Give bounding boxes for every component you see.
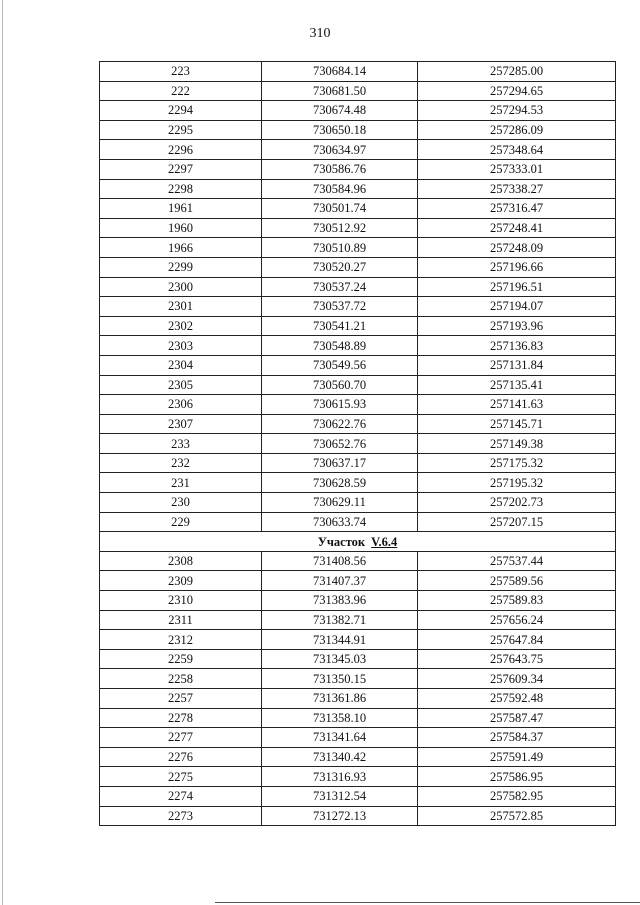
table-row: [100, 649, 616, 669]
y-coordinate-cell: 257338.27: [418, 179, 616, 199]
point-number-cell: 2304: [100, 355, 262, 375]
table-row: [100, 199, 616, 219]
section-header-group: [100, 532, 616, 552]
x-coordinate-cell: 730629.11: [262, 493, 418, 513]
table-row: [100, 316, 616, 336]
point-number-cell: 2308: [100, 551, 262, 571]
y-coordinate-cell: 257196.51: [418, 277, 616, 297]
point-number-cell: 2278: [100, 708, 262, 728]
x-coordinate-cell: 730501.74: [262, 199, 418, 219]
table-row: [100, 101, 616, 121]
x-coordinate-cell: 731341.64: [262, 728, 418, 748]
y-coordinate-cell: 257582.95: [418, 786, 616, 806]
y-coordinate-cell: 257196.66: [418, 257, 616, 277]
table-row: [100, 473, 616, 493]
y-coordinate-cell: 257248.41: [418, 218, 616, 238]
point-number-cell: 2296: [100, 140, 262, 160]
table-row: [100, 786, 616, 806]
table-row: [100, 708, 616, 728]
table-row: [100, 218, 616, 238]
point-number-cell: 2310: [100, 591, 262, 611]
y-coordinate-cell: 257592.48: [418, 689, 616, 709]
coordinates-table: [99, 61, 616, 826]
x-coordinate-cell: 730633.74: [262, 512, 418, 532]
point-number-cell: 229: [100, 512, 262, 532]
x-coordinate-cell: 731344.91: [262, 630, 418, 650]
point-number-cell: 232: [100, 453, 262, 473]
table-row: [100, 179, 616, 199]
x-coordinate-cell: 730628.59: [262, 473, 418, 493]
table-row: [100, 591, 616, 611]
point-number-cell: 2307: [100, 414, 262, 434]
x-coordinate-cell: 730520.27: [262, 257, 418, 277]
table-row: [100, 277, 616, 297]
y-coordinate-cell: 257609.34: [418, 669, 616, 689]
x-coordinate-cell: 730637.17: [262, 453, 418, 473]
y-coordinate-cell: 257572.85: [418, 806, 616, 826]
section-code: V.6.4: [371, 534, 398, 549]
x-coordinate-cell: 731316.93: [262, 767, 418, 787]
table-row: [100, 355, 616, 375]
point-number-cell: 2274: [100, 786, 262, 806]
point-number-cell: 1961: [100, 199, 262, 219]
y-coordinate-cell: 257207.15: [418, 512, 616, 532]
x-coordinate-cell: 730681.50: [262, 81, 418, 101]
point-number-cell: 2295: [100, 120, 262, 140]
y-coordinate-cell: 257294.65: [418, 81, 616, 101]
table-row: [100, 728, 616, 748]
coordinates-table-body-a: [100, 62, 616, 532]
point-number-cell: 1966: [100, 238, 262, 258]
point-number-cell: 2277: [100, 728, 262, 748]
x-coordinate-cell: 730650.18: [262, 120, 418, 140]
y-coordinate-cell: 257136.83: [418, 336, 616, 356]
point-number-cell: 223: [100, 62, 262, 82]
x-coordinate-cell: 730586.76: [262, 159, 418, 179]
y-coordinate-cell: 257145.71: [418, 414, 616, 434]
y-coordinate-cell: 257589.56: [418, 571, 616, 591]
table-row: [100, 395, 616, 415]
point-number-cell: 2299: [100, 257, 262, 277]
x-coordinate-cell: 730549.56: [262, 355, 418, 375]
x-coordinate-cell: 731272.13: [262, 806, 418, 826]
point-number-cell: 2305: [100, 375, 262, 395]
point-number-cell: 2257: [100, 689, 262, 709]
table-row: [100, 610, 616, 630]
table-row: [100, 669, 616, 689]
point-number-cell: 2297: [100, 159, 262, 179]
y-coordinate-cell: 257348.64: [418, 140, 616, 160]
section-header-row: [100, 532, 616, 552]
table-row: [100, 81, 616, 101]
point-number-cell: 2294: [100, 101, 262, 121]
table-row: [100, 62, 616, 82]
point-number-cell: 2311: [100, 610, 262, 630]
table-row: [100, 747, 616, 767]
table-row: [100, 140, 616, 160]
y-coordinate-cell: 257131.84: [418, 355, 616, 375]
y-coordinate-cell: 257537.44: [418, 551, 616, 571]
page-number: 310: [309, 26, 331, 41]
x-coordinate-cell: 730541.21: [262, 316, 418, 336]
y-coordinate-cell: 257286.09: [418, 120, 616, 140]
point-number-cell: 2273: [100, 806, 262, 826]
point-number-cell: 2275: [100, 767, 262, 787]
table-row: [100, 414, 616, 434]
point-number-cell: 2309: [100, 571, 262, 591]
y-coordinate-cell: 257149.38: [418, 434, 616, 454]
point-number-cell: 1960: [100, 218, 262, 238]
y-coordinate-cell: 257248.09: [418, 238, 616, 258]
y-coordinate-cell: 257656.24: [418, 610, 616, 630]
table-row: [100, 767, 616, 787]
table-row: [100, 257, 616, 277]
table-row: [100, 689, 616, 709]
x-coordinate-cell: 730684.14: [262, 62, 418, 82]
x-coordinate-cell: 730652.76: [262, 434, 418, 454]
y-coordinate-cell: 257586.95: [418, 767, 616, 787]
y-coordinate-cell: 257589.83: [418, 591, 616, 611]
table-row: [100, 571, 616, 591]
x-coordinate-cell: 731358.10: [262, 708, 418, 728]
x-coordinate-cell: 730548.89: [262, 336, 418, 356]
y-coordinate-cell: 257333.01: [418, 159, 616, 179]
point-number-cell: 2298: [100, 179, 262, 199]
y-coordinate-cell: 257584.37: [418, 728, 616, 748]
y-coordinate-cell: 257316.47: [418, 199, 616, 219]
coordinates-table-body-b: [100, 551, 616, 825]
point-number-cell: 222: [100, 81, 262, 101]
table-row: [100, 551, 616, 571]
table-row: [100, 375, 616, 395]
x-coordinate-cell: 730537.72: [262, 297, 418, 317]
point-number-cell: 230: [100, 493, 262, 513]
x-coordinate-cell: 731312.54: [262, 786, 418, 806]
scan-edge-line: [2, 0, 3, 905]
table-row: [100, 120, 616, 140]
y-coordinate-cell: 257643.75: [418, 649, 616, 669]
y-coordinate-cell: 257587.47: [418, 708, 616, 728]
x-coordinate-cell: 730674.48: [262, 101, 418, 121]
y-coordinate-cell: 257193.96: [418, 316, 616, 336]
x-coordinate-cell: 730512.92: [262, 218, 418, 238]
x-coordinate-cell: 731382.71: [262, 610, 418, 630]
y-coordinate-cell: 257202.73: [418, 493, 616, 513]
table-row: [100, 493, 616, 513]
x-coordinate-cell: 731350.15: [262, 669, 418, 689]
y-coordinate-cell: 257175.32: [418, 453, 616, 473]
x-coordinate-cell: 731361.86: [262, 689, 418, 709]
table-row: [100, 336, 616, 356]
section-label: Участок: [317, 534, 366, 549]
table-row: [100, 434, 616, 454]
y-coordinate-cell: 257141.63: [418, 395, 616, 415]
y-coordinate-cell: 257285.00: [418, 62, 616, 82]
y-coordinate-cell: 257591.49: [418, 747, 616, 767]
y-coordinate-cell: 257195.32: [418, 473, 616, 493]
x-coordinate-cell: 731345.03: [262, 649, 418, 669]
x-coordinate-cell: 731340.42: [262, 747, 418, 767]
table-row: [100, 630, 616, 650]
x-coordinate-cell: 731407.37: [262, 571, 418, 591]
point-number-cell: 2301: [100, 297, 262, 317]
x-coordinate-cell: 730537.24: [262, 277, 418, 297]
bottom-edge-line: [215, 902, 640, 903]
point-number-cell: 2276: [100, 747, 262, 767]
point-number-cell: 2258: [100, 669, 262, 689]
point-number-cell: 2312: [100, 630, 262, 650]
table-row: [100, 453, 616, 473]
y-coordinate-cell: 257294.53: [418, 101, 616, 121]
table-row: [100, 512, 616, 532]
point-number-cell: 2302: [100, 316, 262, 336]
point-number-cell: 231: [100, 473, 262, 493]
point-number-cell: 2306: [100, 395, 262, 415]
x-coordinate-cell: 730615.93: [262, 395, 418, 415]
x-coordinate-cell: 731383.96: [262, 591, 418, 611]
x-coordinate-cell: 730584.96: [262, 179, 418, 199]
x-coordinate-cell: 730634.97: [262, 140, 418, 160]
table-row: [100, 806, 616, 826]
x-coordinate-cell: 730560.70: [262, 375, 418, 395]
table-row: [100, 238, 616, 258]
table-row: [100, 297, 616, 317]
x-coordinate-cell: 730622.76: [262, 414, 418, 434]
y-coordinate-cell: 257647.84: [418, 630, 616, 650]
y-coordinate-cell: 257194.07: [418, 297, 616, 317]
y-coordinate-cell: 257135.41: [418, 375, 616, 395]
x-coordinate-cell: 730510.89: [262, 238, 418, 258]
point-number-cell: 2300: [100, 277, 262, 297]
point-number-cell: 233: [100, 434, 262, 454]
point-number-cell: 2303: [100, 336, 262, 356]
section-header-cell: [100, 532, 616, 552]
point-number-cell: 2259: [100, 649, 262, 669]
x-coordinate-cell: 731408.56: [262, 551, 418, 571]
table-row: [100, 159, 616, 179]
